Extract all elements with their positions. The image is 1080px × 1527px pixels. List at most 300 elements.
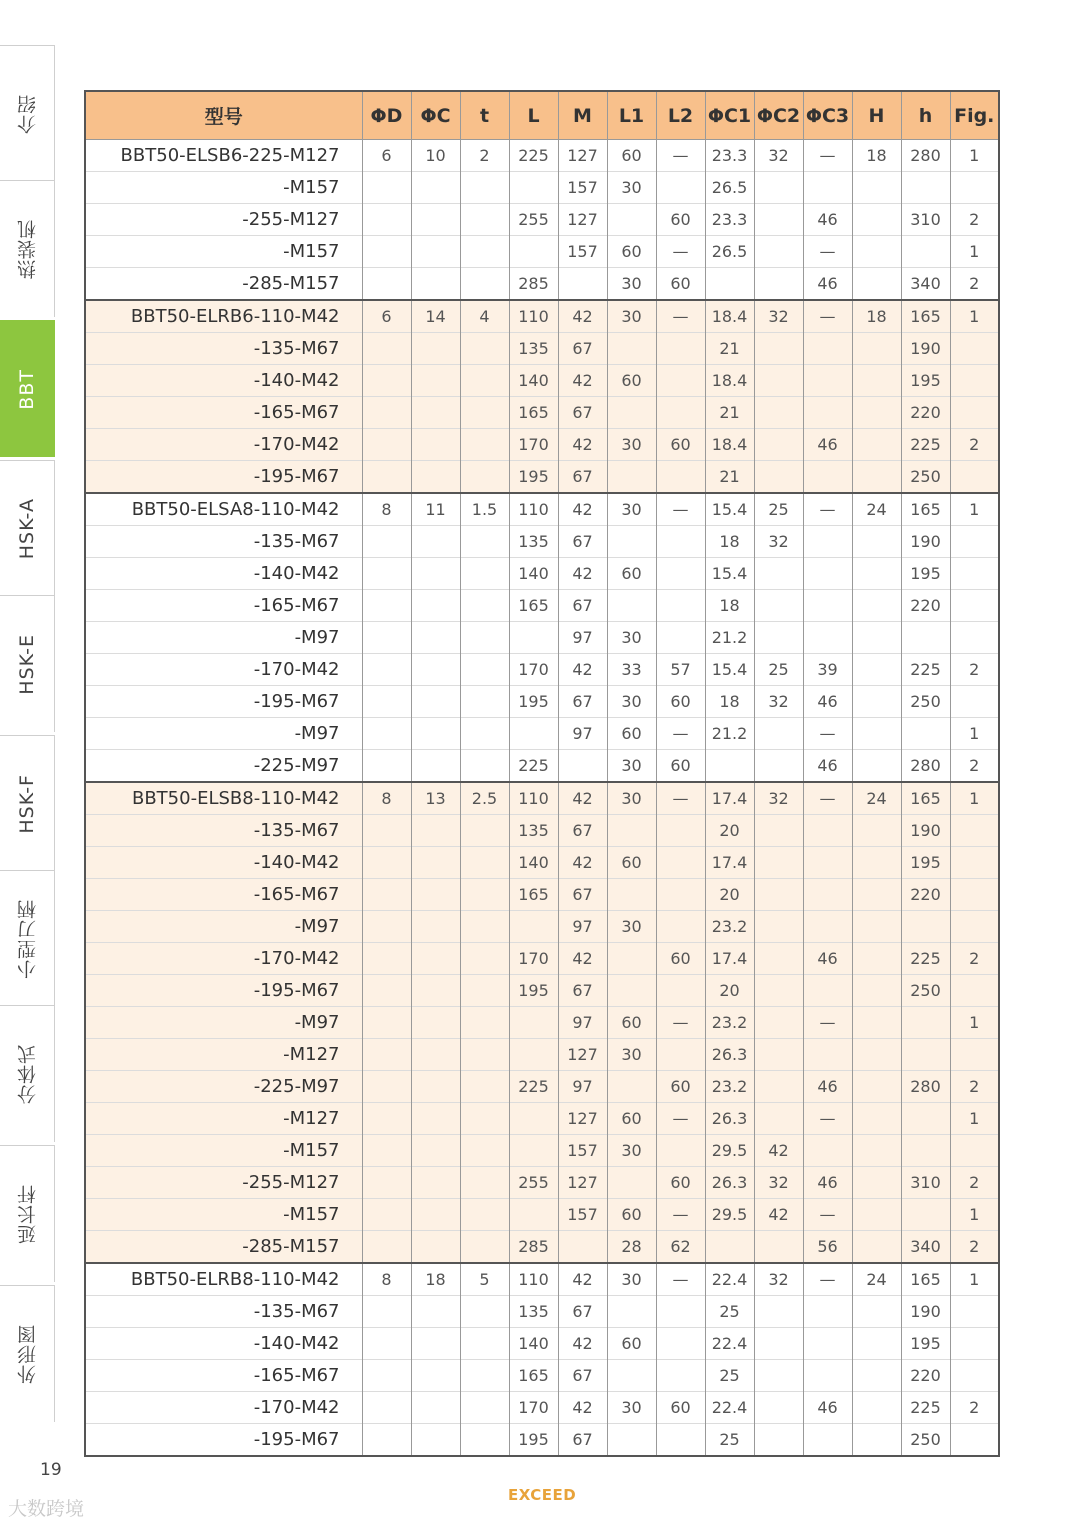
value-cell: 60 (607, 558, 656, 590)
column-header: L2 (656, 91, 705, 140)
value-cell (852, 236, 901, 268)
value-cell: 29.5 (705, 1199, 754, 1231)
value-cell: 42 (558, 1392, 607, 1424)
value-cell: 26.3 (705, 1167, 754, 1199)
value-cell: 6 (362, 140, 411, 172)
side-tab-label: 介绍 (16, 94, 39, 134)
value-cell: — (656, 1007, 705, 1039)
column-header: ΦC2 (754, 91, 803, 140)
value-cell (950, 1360, 999, 1392)
value-cell: 195 (509, 686, 558, 718)
value-cell: 67 (558, 526, 607, 558)
value-cell (852, 461, 901, 494)
value-cell: 21.2 (705, 622, 754, 654)
value-cell (754, 847, 803, 879)
value-cell (411, 750, 460, 783)
value-cell: 170 (509, 943, 558, 975)
side-tab-label: 外形图 (16, 1324, 39, 1384)
value-cell (852, 1071, 901, 1103)
model-cell: -165-M67 (85, 879, 362, 911)
value-cell (362, 975, 411, 1007)
value-cell (803, 365, 852, 397)
value-cell (411, 1103, 460, 1135)
value-cell (656, 172, 705, 204)
column-header: ΦC1 (705, 91, 754, 140)
value-cell (852, 397, 901, 429)
value-cell: 255 (509, 1167, 558, 1199)
value-cell (803, 975, 852, 1007)
value-cell (411, 461, 460, 494)
value-cell (656, 815, 705, 847)
value-cell: 62 (656, 1231, 705, 1264)
value-cell (656, 365, 705, 397)
value-cell (460, 1296, 509, 1328)
value-cell: 25 (754, 654, 803, 686)
side-tab-0[interactable] (0, 45, 55, 182)
value-cell: 23.3 (705, 204, 754, 236)
model-cell: -140-M42 (85, 365, 362, 397)
value-cell (411, 815, 460, 847)
value-cell: 67 (558, 879, 607, 911)
table-row (85, 397, 999, 429)
value-cell (950, 590, 999, 622)
value-cell (950, 686, 999, 718)
value-cell (803, 172, 852, 204)
value-cell (460, 558, 509, 590)
value-cell (460, 975, 509, 1007)
value-cell (754, 365, 803, 397)
value-cell: 165 (901, 300, 950, 333)
value-cell (362, 204, 411, 236)
value-cell (460, 172, 509, 204)
side-tab-9[interactable] (0, 1285, 55, 1422)
value-cell: 23.3 (705, 140, 754, 172)
value-cell (852, 365, 901, 397)
side-tab-7[interactable] (0, 1005, 55, 1142)
value-cell: 127 (558, 204, 607, 236)
value-cell (754, 461, 803, 494)
value-cell: 30 (607, 911, 656, 943)
value-cell: 157 (558, 1199, 607, 1231)
value-cell: 18 (705, 526, 754, 558)
value-cell: 190 (901, 333, 950, 365)
value-cell: 1 (950, 1103, 999, 1135)
value-cell: 30 (607, 1039, 656, 1071)
value-cell (852, 204, 901, 236)
value-cell (852, 654, 901, 686)
value-cell: 60 (656, 1392, 705, 1424)
value-cell (656, 526, 705, 558)
column-header: ΦC (411, 91, 460, 140)
value-cell (460, 526, 509, 558)
value-cell: 46 (803, 1071, 852, 1103)
value-cell: 190 (901, 815, 950, 847)
value-cell (362, 718, 411, 750)
value-cell (411, 686, 460, 718)
value-cell (411, 1007, 460, 1039)
value-cell (705, 1231, 754, 1264)
value-cell: 60 (607, 1328, 656, 1360)
model-cell: -165-M67 (85, 590, 362, 622)
value-cell: 140 (509, 847, 558, 879)
table-row (85, 333, 999, 365)
value-cell (411, 975, 460, 1007)
side-tab-label: 分体式 (16, 1044, 39, 1104)
value-cell (852, 622, 901, 654)
value-cell: 157 (558, 172, 607, 204)
value-cell: 46 (803, 429, 852, 461)
value-cell: 97 (558, 718, 607, 750)
value-cell (901, 622, 950, 654)
value-cell: 5 (460, 1263, 509, 1296)
value-cell (656, 1039, 705, 1071)
value-cell (362, 750, 411, 783)
value-cell: 340 (901, 268, 950, 301)
value-cell (509, 236, 558, 268)
value-cell (411, 718, 460, 750)
value-cell (705, 750, 754, 783)
value-cell (362, 268, 411, 301)
value-cell (852, 1007, 901, 1039)
value-cell: 140 (509, 558, 558, 590)
table-row (85, 1167, 999, 1199)
value-cell: 170 (509, 429, 558, 461)
value-cell: 250 (901, 461, 950, 494)
model-cell: -285-M157 (85, 1231, 362, 1264)
value-cell (362, 1103, 411, 1135)
value-cell (362, 815, 411, 847)
value-cell: 6 (362, 300, 411, 333)
value-cell (754, 1296, 803, 1328)
value-cell: 60 (607, 718, 656, 750)
value-cell: 17.4 (705, 782, 754, 815)
value-cell (411, 558, 460, 590)
table-row (85, 975, 999, 1007)
value-cell: 110 (509, 493, 558, 526)
value-cell: 23.2 (705, 911, 754, 943)
side-tab-1[interactable] (0, 180, 55, 317)
value-cell (803, 461, 852, 494)
value-cell (705, 268, 754, 301)
side-tab-3[interactable] (0, 460, 55, 597)
value-cell: 39 (803, 654, 852, 686)
value-cell (852, 558, 901, 590)
value-cell: 60 (656, 750, 705, 783)
value-cell (411, 879, 460, 911)
value-cell (901, 718, 950, 750)
value-cell (754, 1328, 803, 1360)
value-cell (803, 1135, 852, 1167)
value-cell: 60 (607, 1007, 656, 1039)
value-cell (656, 590, 705, 622)
value-cell: 46 (803, 1392, 852, 1424)
table-row (85, 1296, 999, 1328)
value-cell (411, 526, 460, 558)
table-row (85, 1103, 999, 1135)
value-cell (950, 975, 999, 1007)
value-cell: 60 (656, 1071, 705, 1103)
value-cell (656, 333, 705, 365)
value-cell: 140 (509, 1328, 558, 1360)
value-cell: 60 (656, 268, 705, 301)
value-cell (509, 1135, 558, 1167)
value-cell: 2 (950, 429, 999, 461)
model-cell: -165-M67 (85, 1360, 362, 1392)
value-cell (950, 333, 999, 365)
value-cell (754, 1231, 803, 1264)
value-cell (852, 1424, 901, 1457)
table-row (85, 686, 999, 718)
value-cell (411, 943, 460, 975)
value-cell (754, 1071, 803, 1103)
value-cell (362, 558, 411, 590)
value-cell: 46 (803, 1167, 852, 1199)
value-cell: 30 (607, 268, 656, 301)
value-cell: 21 (705, 333, 754, 365)
value-cell (460, 1424, 509, 1457)
value-cell: 18.4 (705, 429, 754, 461)
value-cell: — (803, 236, 852, 268)
value-cell (607, 1071, 656, 1103)
value-cell (901, 1199, 950, 1231)
value-cell (950, 1296, 999, 1328)
value-cell (754, 1360, 803, 1392)
value-cell (362, 1392, 411, 1424)
value-cell (950, 1135, 999, 1167)
model-cell: -M157 (85, 236, 362, 268)
value-cell: 60 (607, 1199, 656, 1231)
value-cell: 42 (558, 943, 607, 975)
side-tab-label: BBT (16, 368, 38, 410)
value-cell: 2.5 (460, 782, 509, 815)
value-cell: 32 (754, 1263, 803, 1296)
value-cell: 46 (803, 943, 852, 975)
model-cell: BBT50-ELSA8-110-M42 (85, 493, 362, 526)
value-cell: 1 (950, 300, 999, 333)
value-cell (607, 590, 656, 622)
value-cell: 67 (558, 333, 607, 365)
value-cell: 2 (950, 268, 999, 301)
value-cell (754, 943, 803, 975)
value-cell (460, 911, 509, 943)
value-cell: 310 (901, 1167, 950, 1199)
value-cell (803, 847, 852, 879)
side-tab-5[interactable] (0, 735, 55, 872)
table-row (85, 236, 999, 268)
value-cell: 8 (362, 782, 411, 815)
value-cell (656, 1360, 705, 1392)
value-cell (656, 1424, 705, 1457)
watermark: 大数跨境 (8, 1498, 85, 1520)
value-cell: 24 (852, 493, 901, 526)
value-cell (852, 815, 901, 847)
value-cell (509, 1199, 558, 1231)
value-cell (656, 622, 705, 654)
table-row (85, 750, 999, 783)
value-cell: 250 (901, 975, 950, 1007)
table-row (85, 1199, 999, 1231)
value-cell (362, 526, 411, 558)
value-cell: 30 (607, 172, 656, 204)
value-cell: 2 (950, 204, 999, 236)
spec-table-container (84, 90, 998, 1457)
value-cell (656, 461, 705, 494)
value-cell: 220 (901, 1360, 950, 1392)
value-cell (460, 1360, 509, 1392)
value-cell: 60 (656, 204, 705, 236)
model-cell: -140-M42 (85, 558, 362, 590)
model-cell: -135-M67 (85, 333, 362, 365)
value-cell: 15.4 (705, 493, 754, 526)
value-cell (852, 526, 901, 558)
column-header: t (460, 91, 509, 140)
value-cell (411, 1231, 460, 1264)
value-cell (656, 911, 705, 943)
value-cell (852, 590, 901, 622)
value-cell (411, 1360, 460, 1392)
value-cell (362, 172, 411, 204)
table-row (85, 526, 999, 558)
value-cell (803, 397, 852, 429)
value-cell (411, 654, 460, 686)
value-cell: 195 (509, 1424, 558, 1457)
side-tab-label: 延长杆 (16, 1184, 39, 1244)
value-cell: — (656, 236, 705, 268)
value-cell (460, 333, 509, 365)
value-cell: 18.4 (705, 365, 754, 397)
model-cell: -170-M42 (85, 1392, 362, 1424)
value-cell: — (656, 300, 705, 333)
value-cell: 30 (607, 750, 656, 783)
value-cell (754, 333, 803, 365)
value-cell (754, 1424, 803, 1457)
table-row (85, 1071, 999, 1103)
value-cell: 67 (558, 1296, 607, 1328)
value-cell: 170 (509, 1392, 558, 1424)
column-header: H (852, 91, 901, 140)
value-cell: 24 (852, 1263, 901, 1296)
value-cell (803, 590, 852, 622)
value-cell (754, 204, 803, 236)
value-cell (607, 943, 656, 975)
value-cell (754, 590, 803, 622)
value-cell: 1 (950, 1007, 999, 1039)
value-cell (362, 1167, 411, 1199)
value-cell (852, 879, 901, 911)
value-cell (754, 622, 803, 654)
value-cell (656, 1296, 705, 1328)
value-cell: 1 (950, 1263, 999, 1296)
value-cell: 1 (950, 493, 999, 526)
value-cell (509, 1039, 558, 1071)
value-cell (411, 429, 460, 461)
value-cell: 42 (558, 300, 607, 333)
value-cell (362, 1007, 411, 1039)
value-cell: 67 (558, 815, 607, 847)
value-cell: 30 (607, 1263, 656, 1296)
side-tab-2[interactable] (0, 320, 55, 457)
value-cell: — (803, 493, 852, 526)
value-cell (754, 718, 803, 750)
value-cell: 30 (607, 686, 656, 718)
value-cell: 42 (558, 1263, 607, 1296)
side-tab-8[interactable] (0, 1145, 55, 1282)
value-cell: 14 (411, 300, 460, 333)
value-cell: 17.4 (705, 943, 754, 975)
side-tab-6[interactable] (0, 870, 55, 1007)
value-cell: 21 (705, 461, 754, 494)
value-cell (950, 558, 999, 590)
value-cell (901, 172, 950, 204)
model-cell: -170-M42 (85, 429, 362, 461)
model-cell: -195-M67 (85, 975, 362, 1007)
value-cell: 26.3 (705, 1103, 754, 1135)
value-cell (411, 1199, 460, 1231)
value-cell: 60 (607, 365, 656, 397)
value-cell: 250 (901, 1424, 950, 1457)
value-cell (803, 1424, 852, 1457)
value-cell: 2 (950, 943, 999, 975)
value-cell: 30 (607, 429, 656, 461)
value-cell: 225 (901, 429, 950, 461)
value-cell: — (803, 718, 852, 750)
value-cell: 60 (607, 847, 656, 879)
value-cell (950, 461, 999, 494)
value-cell (362, 686, 411, 718)
table-row (85, 847, 999, 879)
value-cell (362, 1424, 411, 1457)
value-cell (656, 975, 705, 1007)
value-cell (901, 911, 950, 943)
value-cell: 1.5 (460, 493, 509, 526)
value-cell (460, 1039, 509, 1071)
value-cell (411, 622, 460, 654)
value-cell (509, 718, 558, 750)
value-cell: 225 (509, 140, 558, 172)
value-cell: 97 (558, 1071, 607, 1103)
value-cell (754, 911, 803, 943)
value-cell (411, 333, 460, 365)
value-cell: 135 (509, 1296, 558, 1328)
value-cell (754, 975, 803, 1007)
value-cell: 30 (607, 300, 656, 333)
value-cell (754, 879, 803, 911)
side-tab-4[interactable] (0, 595, 55, 732)
value-cell: 195 (901, 1328, 950, 1360)
value-cell: 30 (607, 622, 656, 654)
value-cell (754, 1392, 803, 1424)
side-tab-label: 小型刀柄 (16, 899, 39, 979)
value-cell: 67 (558, 461, 607, 494)
column-header: 型号 (85, 91, 362, 140)
value-cell: 225 (901, 654, 950, 686)
value-cell (411, 1039, 460, 1071)
value-cell (950, 365, 999, 397)
model-cell: BBT50-ELRB6-110-M42 (85, 300, 362, 333)
value-cell (460, 461, 509, 494)
value-cell: — (803, 1103, 852, 1135)
value-cell (803, 558, 852, 590)
model-cell: -255-M127 (85, 204, 362, 236)
value-cell (460, 1071, 509, 1103)
value-cell: 60 (607, 236, 656, 268)
value-cell (852, 172, 901, 204)
value-cell (656, 1328, 705, 1360)
value-cell (852, 1392, 901, 1424)
value-cell (362, 1328, 411, 1360)
value-cell: 97 (558, 1007, 607, 1039)
value-cell: 165 (509, 397, 558, 429)
